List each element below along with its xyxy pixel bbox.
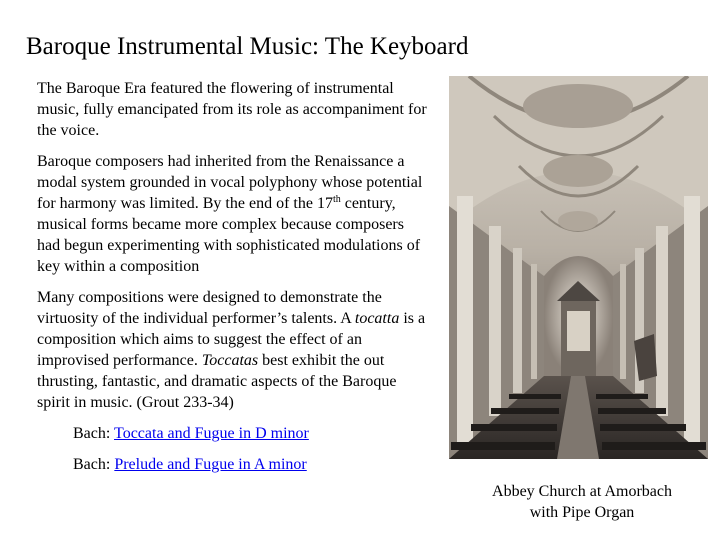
paragraph-intro: The Baroque Era featured the flowering of instrumental music, fully emancipated from its role as accompaniment for the voice. [37, 80, 427, 139]
right-column [684, 196, 700, 446]
ceiling-fresco [523, 84, 633, 128]
photo-caption [452, 481, 712, 523]
paragraph-harmony-post: century, musical forms became more complex because composers had begun experimenting with sophisticated modulations of key within a composition [37, 195, 421, 275]
church-interior-illustration [449, 76, 708, 459]
slide-title: Baroque Instrumental Music: The Keyboard [26, 33, 469, 60]
ceiling-fresco [543, 155, 613, 187]
caption-line-1: Abbey Church at Amorbach [492, 483, 672, 500]
left-column [457, 196, 473, 446]
prelude-fugue-a-minor-link[interactable]: Prelude and Fugue in A minor [114, 456, 307, 473]
paragraph-toccata-a: Many compositions were designed to demonstrate the virtuosity of the individual performer’s talents. A [37, 289, 382, 327]
left-column [513, 248, 522, 393]
term-toccatas: Toccatas [201, 352, 259, 369]
altar-painting [567, 311, 590, 351]
link-line-toccata [37, 423, 431, 444]
term-tocatta: tocatta [354, 310, 400, 327]
paragraph-toccata-c: is a composition which aims to suggest the effect of an improvised performance. [37, 310, 426, 369]
paragraph-toccata [37, 287, 431, 413]
link-prefix: Bach: [73, 425, 115, 442]
left-column [489, 226, 501, 416]
paragraph-toccata-e: best exhibit the out thrusting, fantastic, and dramatic aspects of the Baroque spirit in music. (Grout 233-34) [37, 352, 397, 411]
right-column [656, 226, 668, 416]
ordinal-suffix: th [332, 194, 341, 205]
paragraph-harmony [37, 151, 431, 277]
ceiling-fresco [558, 211, 598, 231]
right-column [620, 264, 626, 379]
left-column [531, 264, 537, 379]
link-line-prelude [37, 454, 431, 475]
paragraph-harmony-pre: Baroque composers had inherited from the Renaissance a modal system grounded in vocal polyphony whose potential for harmony was limited. By the end of the 17 [37, 153, 423, 212]
toccata-fugue-d-minor-link[interactable]: Toccata and Fugue in D minor [114, 425, 309, 442]
abbey-church-photo [449, 76, 708, 459]
caption-line-2: with Pipe Organ [529, 504, 635, 521]
slide-body [37, 78, 431, 485]
link-prefix: Bach: [73, 456, 115, 473]
